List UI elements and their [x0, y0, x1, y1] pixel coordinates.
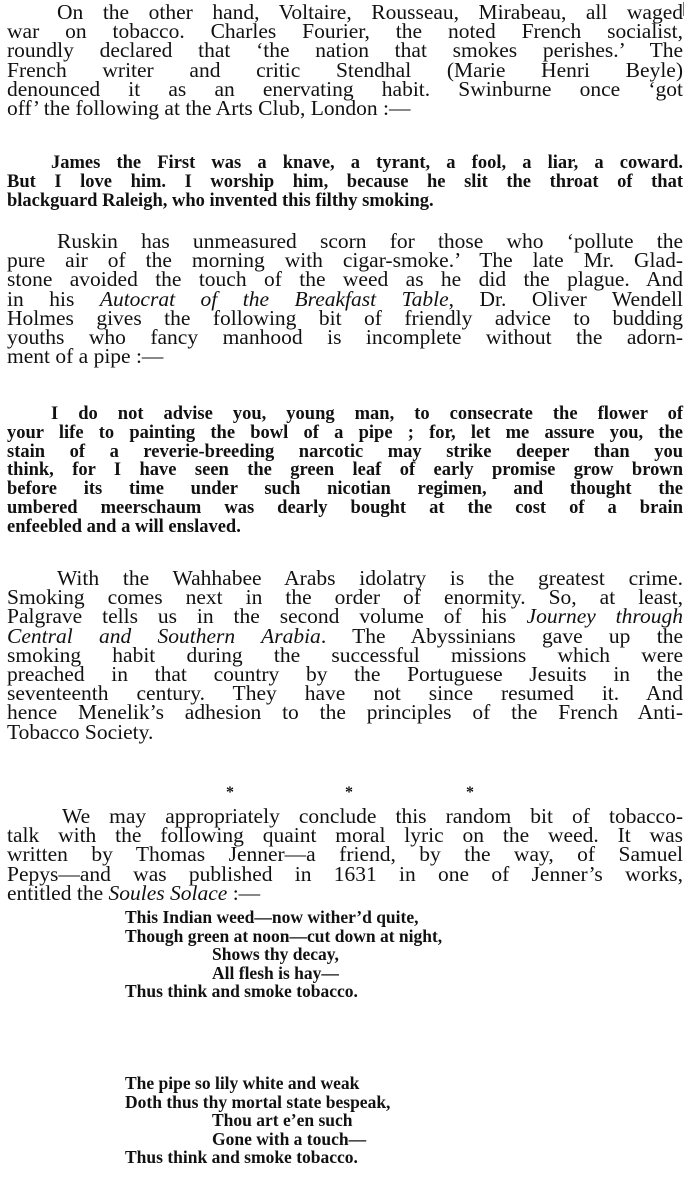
- text-line: hence Menelik’s adhesion to the principles of the French Anti-: [7, 700, 683, 725]
- separator-star: *: [466, 784, 474, 801]
- text-line: written by Thomas Jenner—a friend, by the way, of Samuel: [7, 842, 683, 867]
- text-line: seventeenth century. They have not since resumed it. And: [7, 681, 683, 706]
- quote-line: I do not advise you, young man, to consecrate the flower of: [51, 404, 683, 424]
- quote-line: your life to painting the bowl of a pipe ; for, let me assure you, the: [7, 422, 683, 443]
- paragraph-voltaire: [7, 0, 683, 121]
- quote-line: blackguard Raleigh, who invented this filthy smoking.: [7, 190, 434, 211]
- text-line: On the other hand, Voltaire, Rousseau, Mirabeau, all waged: [57, 0, 683, 24]
- text-line: ment of a pipe :—: [7, 344, 164, 369]
- text-line: French writer and critic Stendhal (Marie Henri Beyle): [7, 57, 683, 82]
- poem-line: Doth thus thy mortal state bespeak,: [125, 1091, 391, 1112]
- text-line: Holmes gives the following bit of friendly advice to budding: [7, 305, 683, 330]
- poem-stanza-1: [125, 908, 442, 1001]
- book-title: Journey through: [526, 604, 683, 629]
- separator-star: *: [345, 784, 353, 801]
- separator-star: *: [226, 784, 234, 801]
- paragraph-wahhabee: [7, 566, 683, 744]
- blockquote-swinburne: [7, 154, 683, 210]
- quote-line: think, for I have seen the green leaf of early promise grow brown: [7, 460, 683, 481]
- book-title: Autocrat of the Breakfast Table: [99, 286, 449, 311]
- text-line: pure air of the morning with cigar-smoke.’ The late Mr. Glad-: [7, 248, 683, 273]
- poem-line: Thus think and smoke tobacco.: [125, 1147, 358, 1168]
- text-line: smoking habit during the successful missions which were: [7, 642, 683, 667]
- text-line: denounced it as an enervating habit. Swinburne once ‘got: [7, 76, 683, 101]
- quote-line: James the First was a knave, a tyrant, a fool, a liar, a coward.: [51, 153, 683, 173]
- paragraph-jenner: [7, 804, 683, 905]
- section-separator: [0, 784, 691, 801]
- blockquote-holmes: [7, 405, 683, 537]
- text-line: off’ the following at the Arts Club, London :—: [7, 96, 411, 121]
- text-line: roundly declared that ‘the nation that smokes perishes.’ The: [7, 38, 683, 63]
- quote-line: But I love him. I worship him, because he slit the throat of that: [7, 171, 683, 192]
- margin-rule: [683, 2, 684, 16]
- text-line: youths who fancy manhood is incomplete without the adorn-: [7, 325, 683, 350]
- poem-stanza-2: [125, 1074, 390, 1167]
- text-line: stone avoided the touch of the weed as he did the plague. And: [7, 267, 683, 292]
- text-line: Tobacco Society.: [7, 719, 154, 744]
- poem-line: Thou art e’en such: [212, 1110, 353, 1131]
- poem-line: Shows thy decay,: [212, 944, 339, 965]
- text-line: Pepys—and was published in 1631 in one of Jenner’s works,: [7, 861, 683, 886]
- paragraph-ruskin: [7, 229, 683, 369]
- text-line: talk with the following quaint moral lyric on the weed. It was: [7, 823, 683, 848]
- text-line: Ruskin has unmeasured scorn for those who ‘pollute the: [57, 229, 683, 253]
- poem-line: Thus think and smoke tobacco.: [125, 981, 358, 1002]
- text-line: entitled the Soules Solace :—: [7, 880, 261, 905]
- poem-line: The pipe so lily white and weak: [125, 1073, 360, 1093]
- poem-line: Though green at noon—cut down at night,: [125, 925, 443, 946]
- text-line: war on tobacco. Charles Fourier, the noted French socialist,: [7, 19, 683, 44]
- text-line: Palgrave tells us in the second volume of his Journey through: [7, 604, 683, 629]
- poem-line: Gone with a touch—: [212, 1128, 367, 1149]
- book-title: Central and Southern Arabia: [7, 623, 321, 648]
- poem-line: All flesh is hay—: [212, 962, 339, 983]
- text-line: Central and Southern Arabia. The Abyssinians gave up the: [7, 623, 683, 648]
- text-line: preached in that country by the Portuguese Jesuits in the: [7, 662, 683, 687]
- quote-line: umbered meerschaum was dearly bought at the cost of a brain: [7, 497, 683, 518]
- text-line: We may appropriately conclude this random bit of tobacco-: [62, 804, 683, 828]
- book-title: Soules Solace: [108, 880, 228, 905]
- text-line: Smoking comes next in the order of enormity. So, at least,: [7, 585, 683, 610]
- poem-line: This Indian weed—now wither’d quite,: [125, 907, 419, 927]
- quote-line: enfeebled and a will enslaved.: [7, 516, 241, 537]
- text-line: With the Wahhabee Arabs idolatry is the greatest crime.: [57, 566, 683, 590]
- quote-line: before its time under such nicotian regimen, and thought the: [7, 479, 683, 500]
- quote-line: stain of a reverie-breeding narcotic may strike deeper than you: [7, 441, 683, 462]
- text-line: in his Autocrat of the Breakfast Table, Dr. Oliver Wendell: [7, 286, 683, 311]
